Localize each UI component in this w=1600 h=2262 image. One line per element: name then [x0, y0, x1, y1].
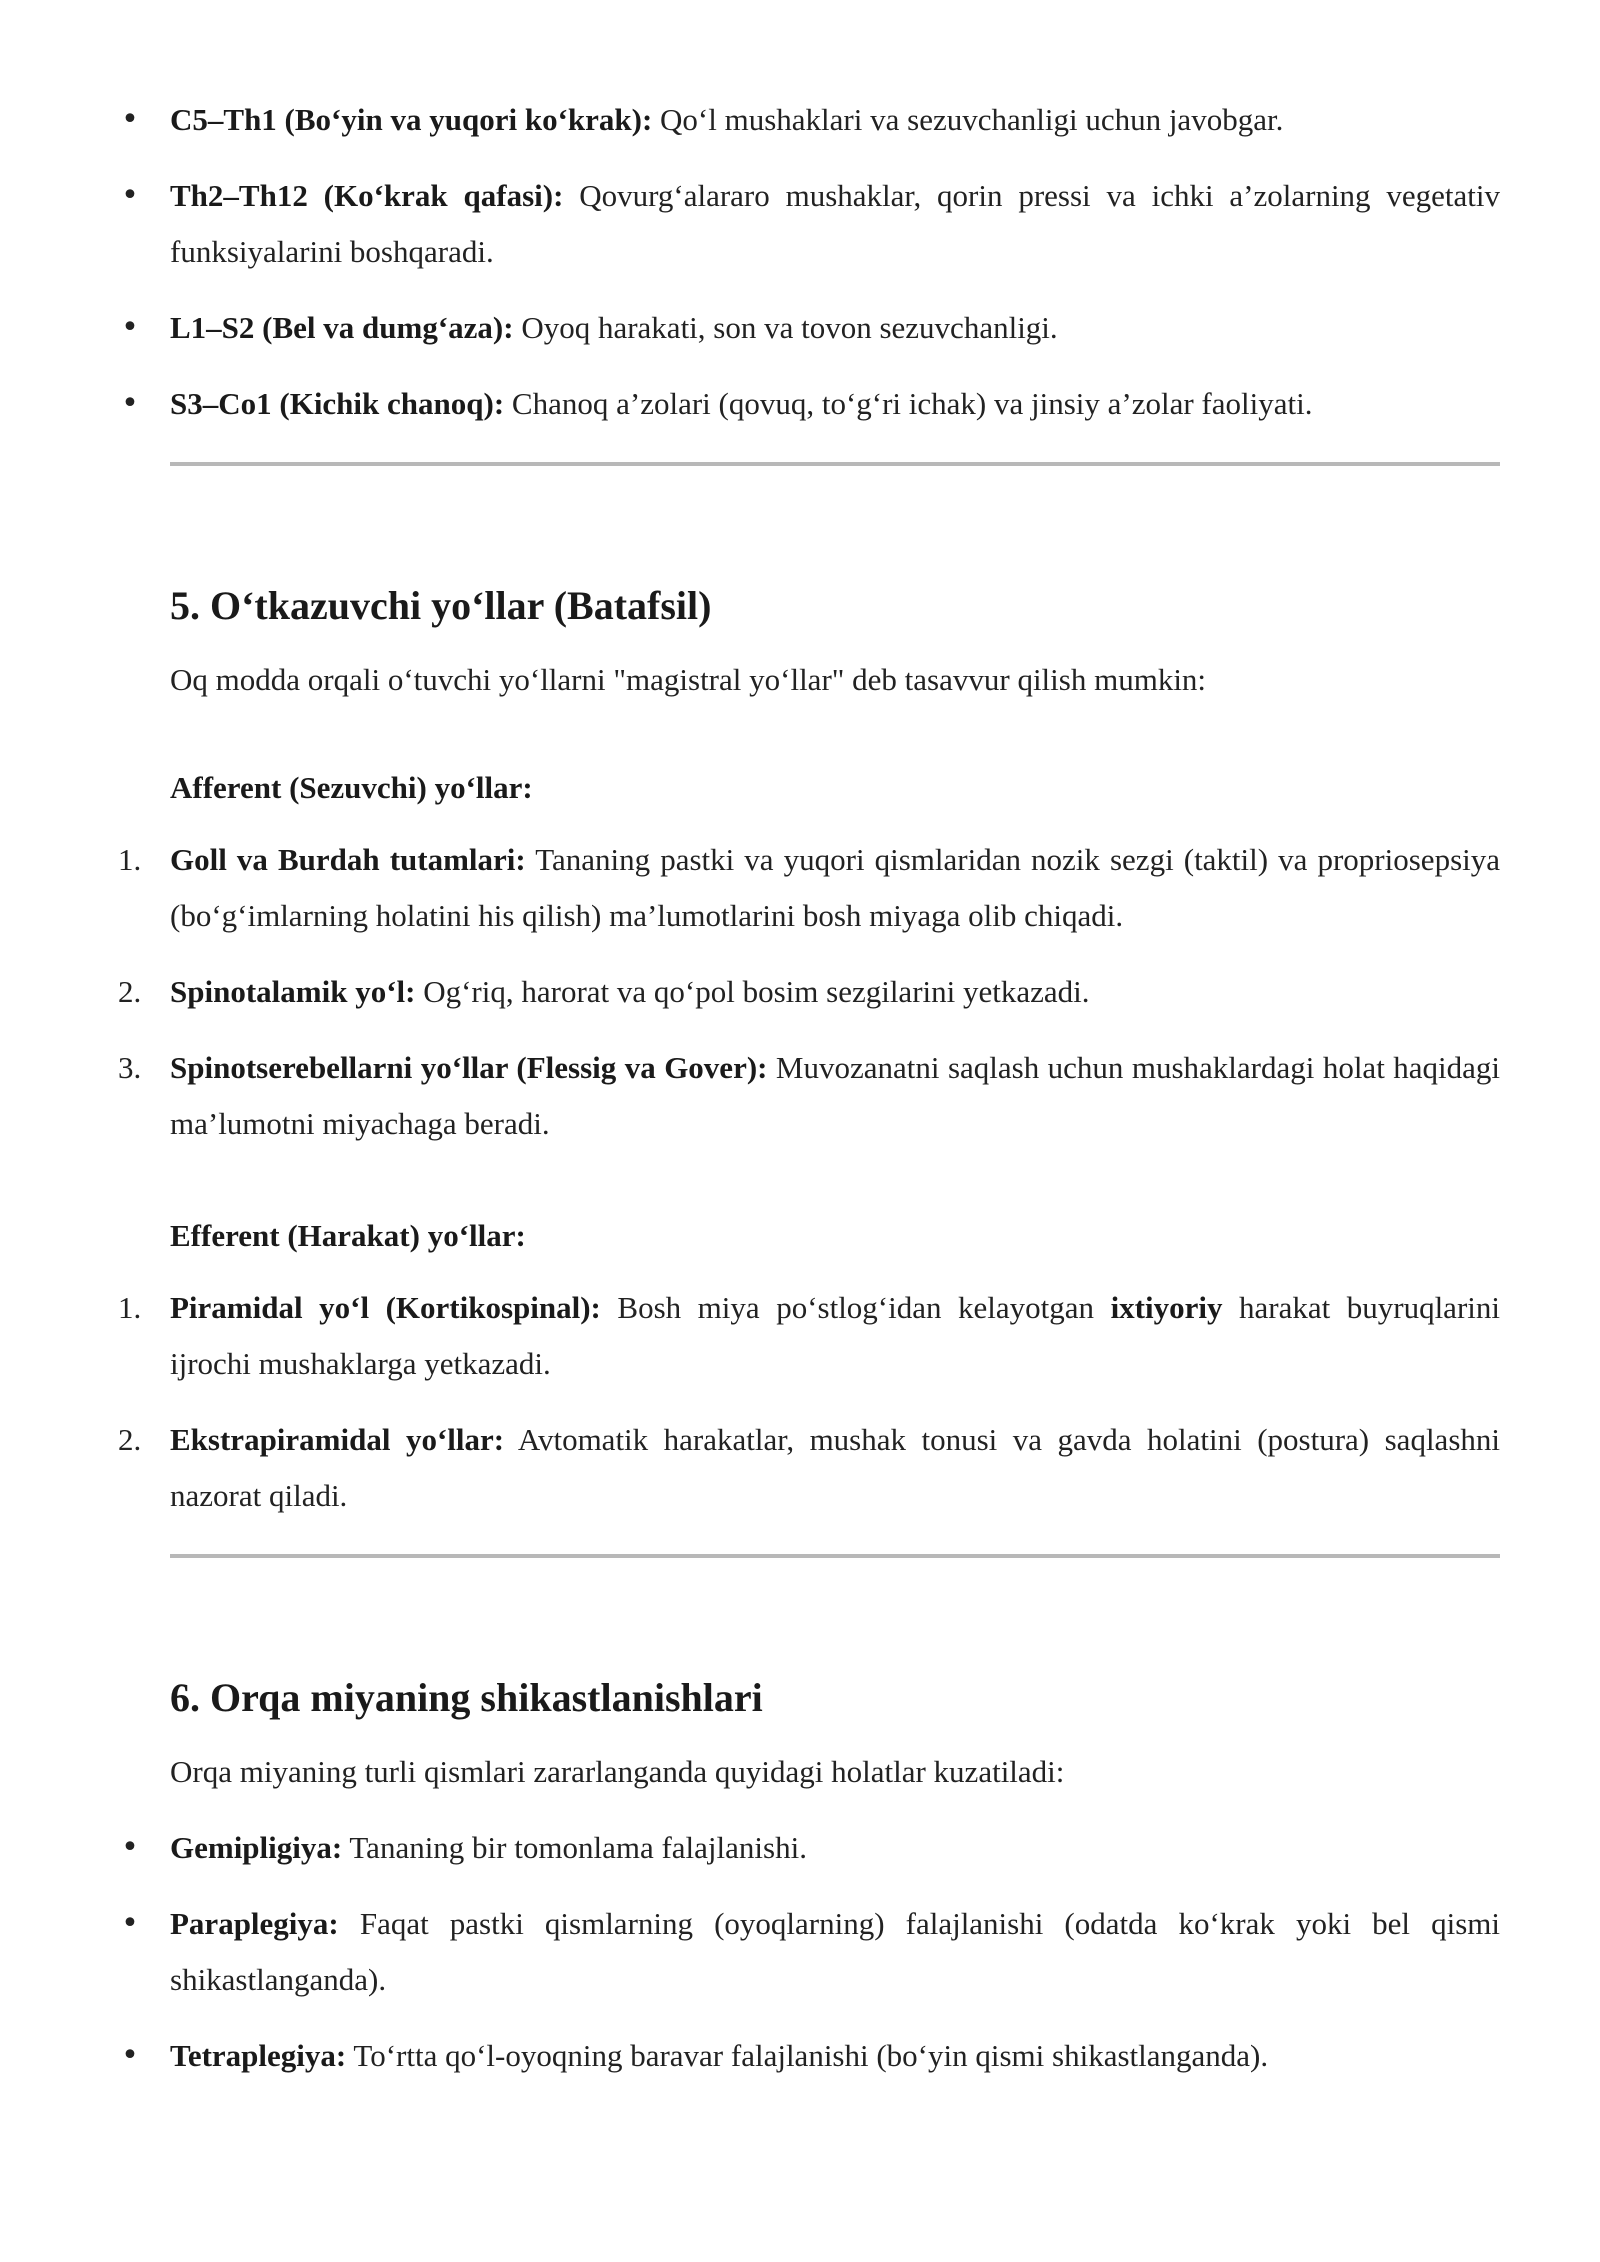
item-number: 1.: [118, 1290, 142, 1325]
item-number: 2.: [118, 974, 142, 1009]
efferent-heading: Efferent (Harakat) yo‘llar:: [170, 1218, 526, 1253]
bullet-icon: •: [121, 310, 139, 345]
item-text: Tananing pastki va yuqori qismlaridan nozik sezgi (taktil) va propriosepsiya (bo‘g‘imlarning holatini his qilish) ma’lumotlarini bosh miyaga olib chiqadi.: [170, 842, 1501, 933]
section-title: 6. Orqa miyaning shikastlanishlari: [170, 1675, 763, 1720]
horizontal-divider: [170, 462, 1500, 466]
bullet-icon: •: [121, 178, 139, 213]
segment-bullet-list: [121, 92, 1501, 432]
item-term: Piramidal yo‘l (Kortikospinal):: [170, 1290, 601, 1325]
list-item: [121, 92, 1500, 148]
item-text: Tananing bir tomonlama falajlanishi.: [342, 1830, 807, 1865]
item-text: Og‘riq, harorat va qo‘pol bosim sezgilarini yetkazadi.: [415, 974, 1090, 1009]
item-number: 2.: [118, 1422, 142, 1457]
item-term: Ekstrapiramidal yo‘llar:: [170, 1422, 505, 1457]
list-item: [118, 1040, 1500, 1152]
item-term: Paraplegiya:: [170, 1906, 339, 1941]
list-item: [118, 964, 1500, 1020]
item-text: Muvozanatni saqlash uchun mushaklardagi holat haqidagi ma’lumotni miyachaga beradi.: [170, 1050, 1500, 1141]
list-item: [121, 1896, 1500, 2008]
item-text: Avtomatik harakatlar, mushak tonusi va gavda holatini (postura) saqlashni nazorat qiladi.: [170, 1422, 1500, 1513]
section-intro: Oq modda orqali o‘tuvchi yo‘llarni "magistral yo‘llar" deb tasavvur qilish mumkin:: [170, 662, 1207, 697]
list-item: [121, 376, 1500, 432]
injury-list: [121, 1820, 1500, 2084]
item-term: Spinotalamik yo‘l:: [170, 974, 416, 1009]
afferent-list: [118, 832, 1501, 1152]
bullet-icon: •: [121, 386, 139, 421]
list-item: [118, 1412, 1500, 1524]
bullet-icon: •: [121, 1830, 139, 1865]
item-term: S3–Co1 (Kichik chanoq):: [170, 386, 505, 421]
item-text: To‘rtta qo‘l-oyoqning baravar falajlanishi (bo‘yin qismi shikastlanganda).: [346, 2038, 1269, 2073]
list-item: [121, 300, 1500, 356]
item-term: L1–S2 (Bel va dumg‘aza):: [170, 310, 514, 345]
list-item: [121, 168, 1501, 280]
item-term: Spinotserebellarni yo‘llar (Flessig va Gover):: [170, 1050, 768, 1085]
horizontal-divider: [170, 1554, 1500, 1558]
item-text: Chanoq a’zolari (qovuq, to‘g‘ri ichak) va jinsiy a’zolar faoliyati.: [504, 386, 1313, 421]
item-term: Th2–Th12 (Ko‘krak qafasi):: [170, 178, 564, 213]
section-intro: Orqa miyaning turli qismlari zararlanganda quyidagi holatlar kuzatiladi:: [170, 1754, 1065, 1789]
item-number: 3.: [118, 1050, 142, 1085]
item-text: Bosh miya po‘stlog‘idan kelayotgan: [600, 1290, 1111, 1325]
efferent-list: [118, 1280, 1500, 1524]
item-text: Faqat pastki qismlarning (oyoqlarning) falajlanishi (odatda ko‘krak yoki bel qismi shikastlanganda).: [170, 1906, 1500, 1997]
bullet-icon: •: [121, 102, 139, 137]
item-text: Qo‘l mushaklari va sezuvchanligi uchun javobgar.: [652, 102, 1284, 137]
item-term: Goll va Burdah tutamlari:: [170, 842, 526, 877]
bullet-icon: •: [121, 2038, 139, 2073]
item-emphasis: ixtiyoriy: [1110, 1290, 1223, 1325]
item-number: 1.: [118, 842, 142, 877]
item-text: Qovurg‘alararo mushaklar, qorin pressi va ichki a’zolarning vegetativ funksiyalarini boshqaradi.: [170, 178, 1501, 269]
item-term: C5–Th1 (Bo‘yin va yuqori ko‘krak):: [170, 102, 653, 137]
item-term: Gemipligiya:: [170, 1830, 343, 1865]
item-text: Oyoq harakati, son va tovon sezuvchanligi.: [513, 310, 1058, 345]
list-item: [118, 832, 1501, 944]
item-text: harakat buyruqlarini ijrochi mushaklarga yetkazadi.: [170, 1290, 1500, 1381]
bullet-icon: •: [121, 1906, 139, 1941]
list-item: [118, 1280, 1500, 1392]
list-item: [121, 2028, 1500, 2084]
list-item: [121, 1820, 1500, 1876]
afferent-heading: Afferent (Sezuvchi) yo‘llar:: [170, 770, 533, 805]
section-title: 5. O‘tkazuvchi yo‘llar (Batafsil): [170, 583, 712, 628]
item-term: Tetraplegiya:: [170, 2038, 347, 2073]
document-content: [118, 92, 1501, 2084]
